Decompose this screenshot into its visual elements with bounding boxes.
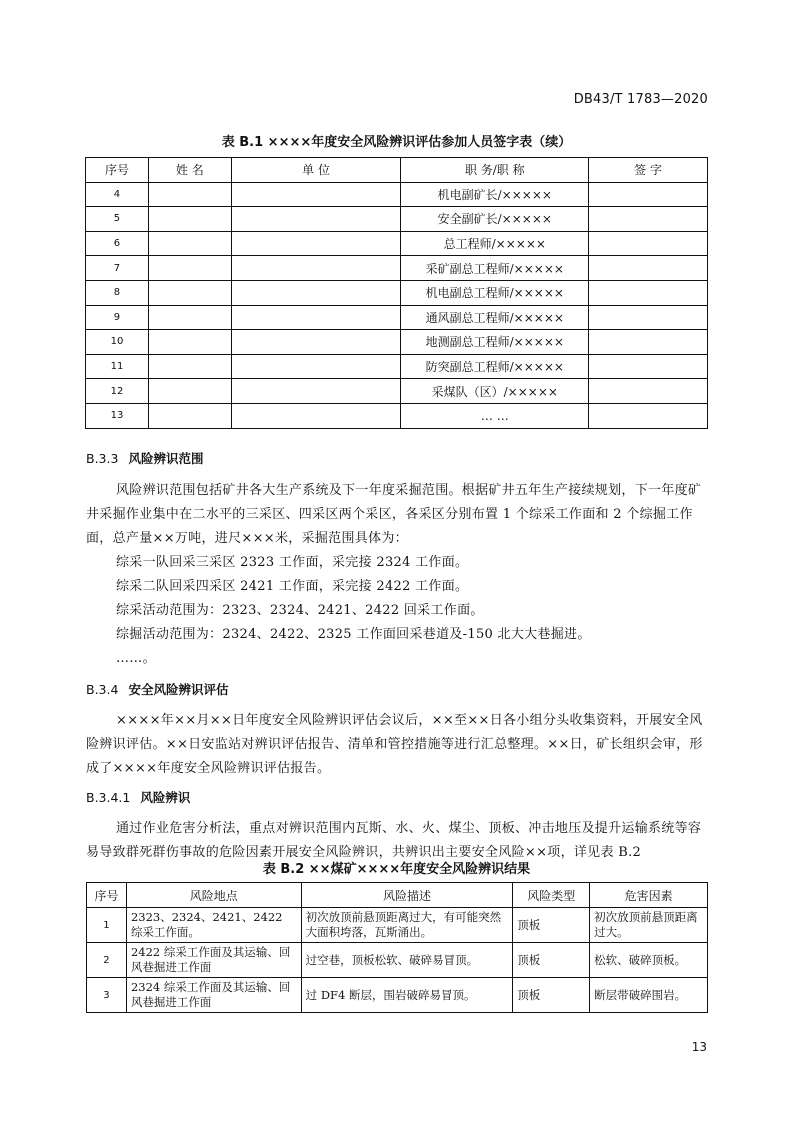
section-b341-heading	[86, 788, 190, 806]
location-cell: 2324 综采工作面及其运输、回风巷掘进工作面	[126, 978, 301, 1013]
signature-cell	[589, 207, 708, 232]
row-number: 6	[86, 231, 149, 256]
page-number: 13	[691, 1040, 707, 1054]
signature-cell	[589, 379, 708, 404]
section-title: 风险辨识范围	[128, 451, 204, 466]
row-number: 2	[87, 943, 127, 978]
table2-header-type: 风险类型	[513, 883, 590, 908]
section-number: B.3.4.1	[86, 790, 131, 805]
scope-line: 综采一队回采三采区 2323 工作面，采完接 2324 工作面。	[116, 555, 469, 570]
unit-cell	[231, 231, 401, 256]
row-number: 11	[86, 354, 149, 379]
unit-cell	[231, 330, 401, 355]
signature-table	[85, 157, 708, 429]
row-number: 4	[86, 182, 149, 207]
row-number: 13	[86, 403, 149, 428]
hazard-cell: 松软、破碎顶板。	[590, 943, 708, 978]
risk-results-table	[86, 882, 708, 1013]
table1-header-no: 序号	[86, 158, 149, 183]
table-row	[86, 280, 708, 305]
unit-cell	[231, 305, 401, 330]
table-row	[86, 256, 708, 281]
table-row	[87, 908, 708, 943]
description-cell: 过 DF4 断层，围岩破碎易冒顶。	[301, 978, 513, 1013]
table-row	[86, 231, 708, 256]
hazard-cell: 断层带破碎围岩。	[590, 978, 708, 1013]
location-cell: 2422 综采工作面及其运输、回风巷掘进工作面	[126, 943, 301, 978]
signature-cell	[589, 231, 708, 256]
type-cell: 顶板	[513, 908, 590, 943]
title-cell: 防突副总工程师/×××××	[401, 354, 589, 379]
row-number: 1	[87, 908, 127, 943]
name-cell	[148, 305, 231, 330]
table-row	[86, 305, 708, 330]
table2-header-location: 风险地点	[126, 883, 301, 908]
signature-cell	[589, 354, 708, 379]
type-cell: 顶板	[513, 943, 590, 978]
section-number: B.3.3	[86, 451, 119, 466]
table1-header-row	[86, 158, 708, 183]
signature-cell	[589, 403, 708, 428]
table1-header-unit: 单 位	[231, 158, 401, 183]
name-cell	[148, 354, 231, 379]
scope-line: 综采二队回采四采区 2421 工作面，采完接 2422 工作面。	[116, 579, 469, 594]
table2-header-hazard: 危害因素	[590, 883, 708, 908]
row-number: 9	[86, 305, 149, 330]
table1-header-title: 职 务/职 称	[401, 158, 589, 183]
title-cell: 安全副矿长/×××××	[401, 207, 589, 232]
section-title: 风险辨识	[140, 790, 191, 805]
name-cell	[148, 280, 231, 305]
section-number: B.3.4	[86, 682, 119, 697]
description-cell: 初次放顶前悬顶距离过大，有可能突然大面积垮落，瓦斯涌出。	[301, 908, 513, 943]
table2-caption: 表 B.2 ××煤矿××××年度安全风险辨识结果	[262, 862, 531, 877]
title-cell: 机电副总工程师/×××××	[401, 280, 589, 305]
name-cell	[148, 207, 231, 232]
row-number: 10	[86, 330, 149, 355]
signature-cell	[589, 256, 708, 281]
title-cell: 通风副总工程师/×××××	[401, 305, 589, 330]
title-cell: 采煤队（区）/×××××	[401, 379, 589, 404]
hazard-cell: 初次放顶前悬顶距离过大。	[590, 908, 708, 943]
name-cell	[148, 403, 231, 428]
name-cell	[148, 379, 231, 404]
table-row	[87, 978, 708, 1013]
unit-cell	[231, 256, 401, 281]
signature-cell	[589, 182, 708, 207]
table2-header-no: 序号	[87, 883, 127, 908]
title-cell: 采矿副总工程师/×××××	[401, 256, 589, 281]
row-number: 5	[86, 207, 149, 232]
unit-cell	[231, 182, 401, 207]
name-cell	[148, 182, 231, 207]
table-row	[86, 207, 708, 232]
unit-cell	[231, 354, 401, 379]
signature-cell	[589, 280, 708, 305]
name-cell	[148, 231, 231, 256]
table2-header-description: 风险描述	[301, 883, 513, 908]
table1-header-name: 姓 名	[148, 158, 231, 183]
location-cell: 2323、2324、2421、2422 综采工作面。	[126, 908, 301, 943]
row-number: 3	[87, 978, 127, 1013]
table2-header-row	[87, 883, 708, 908]
section-b34-paragraph: ××××年××月××日年度安全风险辨识评估会议后，××至××日各小组分头收集资料，开展安全风险辨识评估。××日安监站对辨识评估报告、清单和管控措施等进行汇总整理。××日，矿长组织会审，形成了××××年度安全风险辨识评估报告。	[86, 713, 703, 776]
table-row	[86, 403, 708, 428]
unit-cell	[231, 280, 401, 305]
name-cell	[148, 330, 231, 355]
row-number: 7	[86, 256, 149, 281]
table1-caption: 表 B.1 ××××年度安全风险辨识评估参加人员签字表（续）	[221, 135, 572, 150]
row-number: 8	[86, 280, 149, 305]
title-cell: … …	[401, 403, 589, 428]
scope-line: ……。	[116, 651, 156, 666]
scope-line: 综采活动范围为：2323、2324、2421、2422 回采工作面。	[116, 603, 484, 618]
table-row	[86, 330, 708, 355]
title-cell: 总工程师/×××××	[401, 231, 589, 256]
row-number: 12	[86, 379, 149, 404]
table-row	[87, 943, 708, 978]
table1-header-signature: 签 字	[589, 158, 708, 183]
section-b33-heading	[86, 449, 203, 467]
section-b34-heading	[86, 680, 228, 698]
name-cell	[148, 256, 231, 281]
title-cell: 机电副矿长/×××××	[401, 182, 589, 207]
scope-line: 综掘活动范围为：2324、2422、2325 工作面回采巷道及-150 北大大巷掘进。	[116, 627, 591, 642]
document-id: DB43/T 1783—2020	[573, 92, 708, 107]
section-title: 安全风险辨识评估	[128, 682, 229, 697]
title-cell: 地测副总工程师/×××××	[401, 330, 589, 355]
table-row	[86, 354, 708, 379]
description-cell: 过空巷，顶板松软、破碎易冒顶。	[301, 943, 513, 978]
section-b341-paragraph: 通过作业危害分析法，重点对辨识范围内瓦斯、水、火、煤尘、顶板、冲击地压及提升运输系统等容易导致群死群伤事故的危险因素开展安全风险辨识，共辨识出主要安全风险××项，详见表 B.2	[86, 821, 702, 860]
type-cell: 顶板	[513, 978, 590, 1013]
unit-cell	[231, 207, 401, 232]
table-row	[86, 379, 708, 404]
signature-cell	[589, 305, 708, 330]
signature-cell	[589, 330, 708, 355]
unit-cell	[231, 379, 401, 404]
unit-cell	[231, 403, 401, 428]
table-row	[86, 182, 708, 207]
section-b33-paragraph: 风险辨识范围包括矿井各大生产系统及下一年度采掘范围。根据矿井五年生产接续规划，下一年度矿井采掘作业集中在二水平的三采区、四采区两个采区，各采区分别布置 1 个综采工作面和 2 个综掘工作面，总产量××万吨，进尺×××米，采掘范围具体为：	[86, 483, 702, 546]
